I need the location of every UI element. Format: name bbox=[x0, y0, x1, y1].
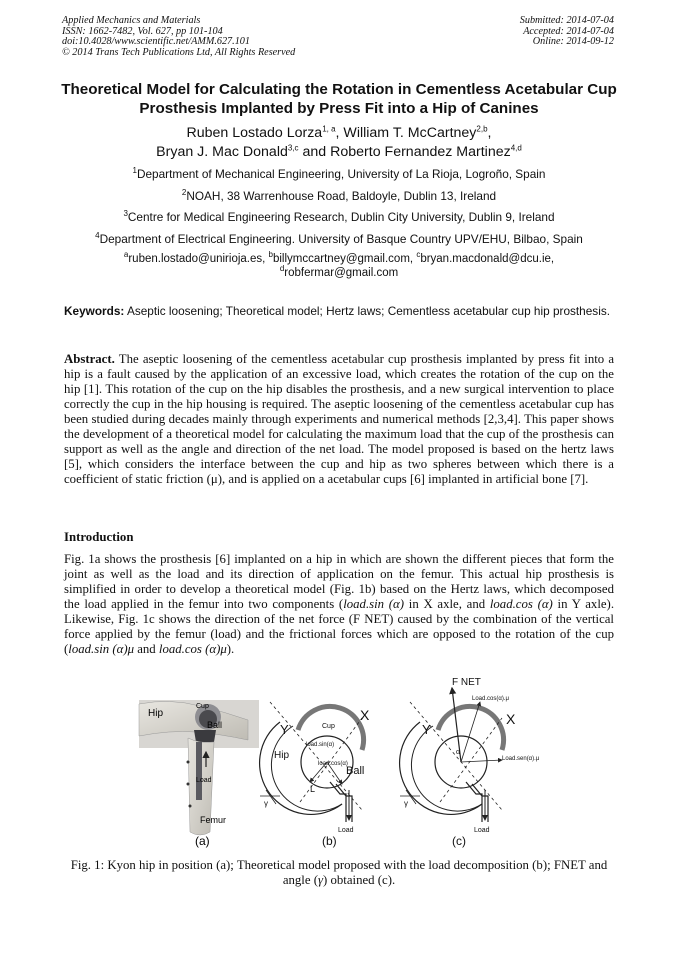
introduction-heading: Introduction bbox=[64, 530, 134, 544]
label-l: L bbox=[310, 784, 316, 794]
label-ball: Ball bbox=[346, 765, 365, 777]
figure-caption: Fig. 1: Kyon hip in position (a); Theoretical model proposed with the load decomposition (b); FNET and angle (γ) obtained (c). bbox=[70, 858, 608, 887]
author-sup: 2,b bbox=[476, 124, 488, 134]
label-gamma: γ bbox=[404, 799, 408, 808]
copyright: © 2014 Trans Tech Publications Ltd, All Rights Reserved bbox=[62, 46, 296, 58]
figure-1 bbox=[130, 672, 550, 854]
keywords bbox=[64, 304, 614, 319]
label-load-cos: load.cos(α) bbox=[318, 761, 348, 767]
affiliation: $^1$Department of Mechanical Engineering, University of La Rioja, Logroño, Spain bbox=[132, 166, 546, 181]
author-sup: 1, a bbox=[322, 124, 336, 134]
label-load-sin: load.sin(α) bbox=[306, 742, 335, 748]
accepted-date: Accepted: 2014-07-04 bbox=[523, 25, 614, 37]
label-alpha: α bbox=[456, 749, 461, 756]
panel-a-label: (a) bbox=[195, 834, 210, 848]
label-load-sin-mu: Load.sen(α).μ bbox=[502, 756, 540, 762]
label-hip: Hip bbox=[274, 750, 290, 761]
abstract bbox=[64, 352, 614, 487]
submitted-date: Submitted: 2014-07-04 bbox=[519, 15, 614, 26]
keywords-label: Keywords: bbox=[64, 304, 125, 318]
email[interactable]: robfermar@gmail.com bbox=[284, 267, 399, 279]
panel-a-photo bbox=[139, 700, 259, 835]
author-list: Ruben Lostado Lorza$^{1, a}$, William T. McCartney$^{2,b}$, Bryan J. Mac Donald$^{3,c}$ and Roberto Fernandez Martinez$^{4,d}$ bbox=[156, 124, 522, 160]
label-ball: Ball bbox=[207, 720, 223, 730]
journal-header bbox=[62, 16, 295, 58]
label-load: Load bbox=[338, 827, 354, 834]
label-load: Load bbox=[474, 827, 490, 834]
doi: doi:10.4028/www.scientific.net/AMM.627.101 bbox=[62, 36, 250, 48]
online-date: Online: 2014-09-12 bbox=[532, 36, 614, 48]
label-y-axis: Y bbox=[422, 722, 431, 737]
label-fnet: F NET bbox=[452, 677, 481, 688]
panel-c-diagram bbox=[400, 688, 504, 822]
dates-header bbox=[520, 16, 614, 48]
panel-b-label: (b) bbox=[322, 834, 337, 848]
email-list: $^a$ruben.lostado@unirioja.es, $^b$billymccartney@gmail.com, $^c$bryan.macdonald@dcu.ie, $^d$robfermar@gmail.com bbox=[123, 250, 555, 279]
email[interactable]: billymccartney@gmail.com, bbox=[272, 253, 414, 265]
label-x-axis: X bbox=[360, 707, 370, 723]
panel-c-label: (c) bbox=[452, 834, 466, 848]
label-load-cos-mu: Load.cos(α).μ bbox=[472, 696, 509, 702]
author-name: Roberto Fernandez Martinez bbox=[330, 144, 511, 160]
abstract-label: Abstract. bbox=[64, 352, 115, 366]
label-hip: Hip bbox=[148, 708, 164, 719]
author-sup: 3,c bbox=[287, 143, 299, 153]
author-and: and bbox=[302, 144, 327, 160]
keywords-text: Aseptic loosening; Theoretical model; Hertz laws; Cementless acetabular cup hip prosthesis. bbox=[126, 304, 610, 318]
author-name: William T. McCartney bbox=[343, 125, 477, 141]
label-gamma: γ bbox=[264, 799, 268, 808]
label-x-axis: X bbox=[506, 711, 516, 727]
label-femur: Femur bbox=[200, 815, 227, 825]
affiliation: $^2$NOAH, 38 Warrenhouse Road, Baldoyle, Dublin 13, Ireland bbox=[181, 188, 497, 203]
journal-name: Applied Mechanics and Materials bbox=[62, 15, 201, 26]
introduction-paragraph: Fig. 1a shows the prosthesis [6] implanted on a hip in which are shown the different pieces that form the joint as well as the load and its direction of application on the femur. This actual hip prosthesis is simplified in order to develop a theoretical model (Fig. 1b) based on the Hertz laws, which decomposed the load applied in the femur into two components (load.sin (α) in X axle, and load.cos (α) in Y axle). Likewise, Fig. 1c shows the direction of the net force (F NET) caused by the combination of the vertical force applied by the femur (load) and the frictional forces which are opposed to the rotation of the cup (load.sin (α)μ and load.cos (α)μ). bbox=[64, 552, 615, 656]
label-y-axis: Y bbox=[280, 722, 289, 737]
author-sup: 4,d bbox=[510, 143, 522, 153]
issn: ISSN: 1662-7482, Vol. 627, pp 101-104 bbox=[62, 25, 223, 37]
panel-b-diagram bbox=[260, 702, 364, 822]
email[interactable]: ruben.lostado@unirioja.es, bbox=[128, 253, 266, 265]
paper-title: Theoretical Model for Calculating the Rotation in Cementless Acetabular Cup Prosthesis Implanted by Press Fit into a Hip of Canines bbox=[61, 81, 617, 117]
author-name: Ruben Lostado Lorza bbox=[186, 125, 323, 141]
label-cup: Cup bbox=[196, 703, 209, 710]
abstract-text: The aseptic loosening of the cementless acetabular cup prosthesis implanted by press fit into a hip is a fault caused by the application of an excessive load, which creates the rotation of the cup on the hip [1]. This rotation of the cup on the hip disables the prosthesis, and a new surgical intervention to place correctly the cup in the hip housing is required. The aseptic loosening of the cementless acetabular cup has been studied during decades mainly through experiments and numerical methods [2,3,4]. This paper shows the development of a theoretical model for calculating the maximum load that the cup of the prosthesis can support as well as the angle and direction of the net load. The model proposed is based on the hertz laws [5], which considers the interface between the cup and hip as two spheres between which there is a coefficient of static friction (μ), and is applied on a acetabular cups [6] implanted in artificial bone [7]. bbox=[64, 352, 615, 486]
email[interactable]: bryan.macdonald@dcu.ie, bbox=[420, 253, 555, 265]
label-load: Load bbox=[196, 777, 212, 784]
affiliation: $^4$Department of Electrical Engineering. University of Basque Country UPV/EHU, Bilbao, Spain bbox=[95, 231, 583, 246]
author-name: Bryan J. Mac Donald bbox=[156, 144, 288, 160]
affiliation: $^3$Centre for Medical Engineering Research, Dublin City University, Dublin 9, Ireland bbox=[123, 209, 555, 224]
label-cup: Cup bbox=[322, 723, 335, 730]
